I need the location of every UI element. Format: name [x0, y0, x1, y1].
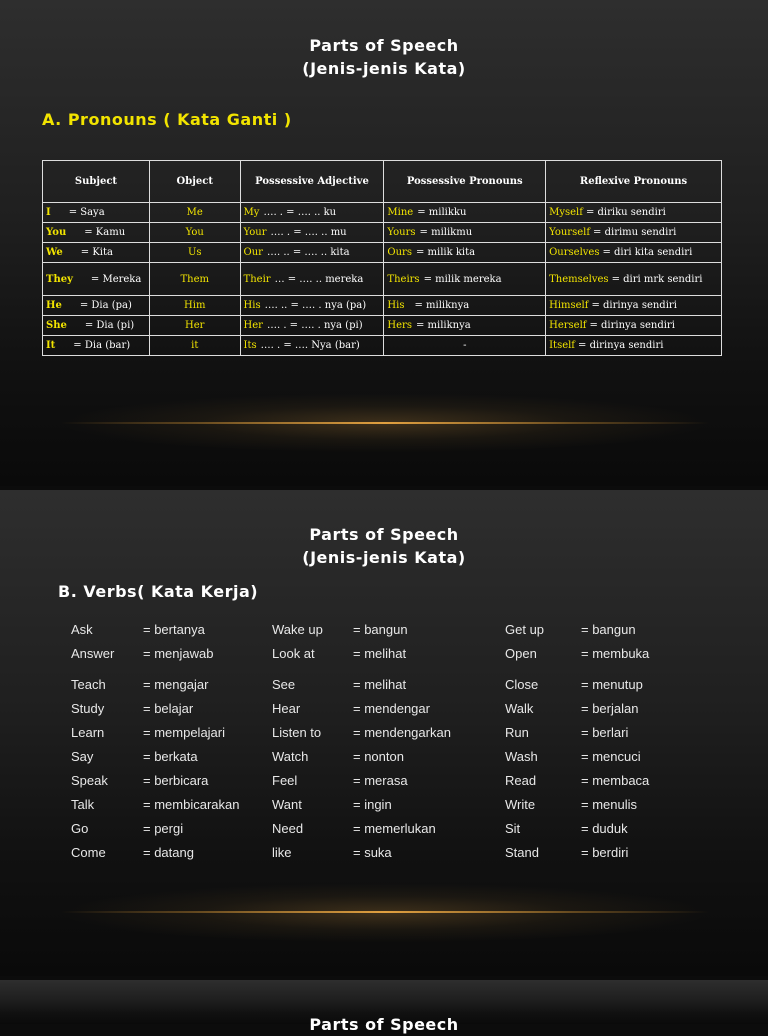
verb-indonesian: = berdiri	[581, 845, 629, 860]
pronouns-table	[42, 160, 722, 356]
verb-indonesian: = berlari	[581, 725, 629, 740]
possessive-adjective-translation: …. . = …. Nya (bar)	[260, 340, 360, 351]
possessive-adjective-cell	[240, 203, 384, 223]
verb-english: Look at	[272, 646, 315, 661]
reflexive-pronoun-cell	[546, 296, 722, 316]
verb-indonesian: = berkata	[143, 749, 198, 764]
title-line-1: Parts of Speech	[309, 525, 459, 544]
reflexive-pronoun-translation: = diri kita sendiri	[602, 247, 693, 258]
verb-indonesian: = bertanya	[143, 622, 205, 637]
subject-translation: = Dia (bar)	[73, 340, 131, 351]
object-cell	[149, 316, 240, 336]
subject-cell	[43, 223, 150, 243]
subject-word: You	[46, 227, 67, 238]
slide-title	[0, 34, 768, 80]
slide-pronouns	[0, 0, 768, 486]
possessive-adjective-translation: …. . = …. .. ku	[263, 207, 337, 218]
slide-title: Parts of Speech	[309, 1015, 459, 1034]
subject-word: He	[46, 300, 62, 311]
object-word: Them	[180, 273, 209, 285]
header-object: Object	[149, 161, 240, 203]
verb-english: Want	[272, 797, 302, 812]
object-cell	[149, 263, 240, 296]
verb-indonesian: = menutup	[581, 677, 643, 692]
decorative-glow	[60, 883, 710, 943]
verb-indonesian: = pergi	[143, 821, 184, 836]
subject-word: They	[46, 273, 73, 285]
table-row	[43, 263, 722, 296]
subject-translation: = Dia (pa)	[79, 300, 132, 311]
possessive-pronoun-translation: -	[463, 340, 467, 351]
possessive-pronoun-translation: = miliknya	[414, 300, 470, 311]
table-row	[43, 296, 722, 316]
verb-english: Open	[505, 646, 537, 661]
possessive-pronoun-translation: = miliknya	[415, 320, 471, 331]
reflexive-pronoun-translation: = diri mrk sendiri	[611, 273, 703, 285]
reflexive-pronoun-word: Ourselves	[549, 247, 600, 258]
possessive-adjective-cell	[240, 263, 384, 296]
header-possessive-pronouns: Possessive Pronouns	[384, 161, 546, 203]
verb-indonesian: = menjawab	[143, 646, 214, 661]
possessive-adjective-word: His	[243, 300, 261, 311]
possessive-pronoun-translation: = milik mereka	[423, 273, 502, 285]
object-word: You	[185, 227, 204, 238]
title-line-2: (Jenis-jenis Kata)	[302, 548, 466, 567]
possessive-pronoun-translation: = milikmu	[419, 227, 473, 238]
reflexive-pronoun-cell	[546, 223, 722, 243]
verb-english: Write	[505, 797, 536, 812]
table-row	[43, 243, 722, 263]
verb-english: Hear	[272, 701, 301, 716]
possessive-pronoun-translation: = milik kita	[415, 247, 476, 258]
reflexive-pronoun-translation: = dirinya sendiri	[589, 320, 675, 331]
possessive-pronoun-word: Ours	[387, 247, 412, 258]
object-cell	[149, 203, 240, 223]
header-subject: Subject	[43, 161, 150, 203]
object-cell	[149, 243, 240, 263]
verb-indonesian: = mencuci	[581, 749, 641, 764]
decorative-divider	[60, 422, 710, 424]
reflexive-pronoun-translation: = dirimu sendiri	[593, 227, 677, 238]
verb-indonesian: = mengajar	[143, 677, 209, 692]
object-word: Him	[184, 300, 206, 311]
verb-indonesian: = ingin	[353, 797, 392, 812]
verb-indonesian: = suka	[353, 845, 392, 860]
section-heading: B. Verbs( Kata Kerja)	[58, 582, 259, 601]
reflexive-pronoun-translation: = dirinya sendiri	[591, 300, 677, 311]
possessive-adjective-cell	[240, 336, 384, 356]
possessive-adjective-translation: …. .. = …. .. kita	[266, 247, 350, 258]
possessive-adjective-cell	[240, 296, 384, 316]
reflexive-pronoun-word: Himself	[549, 300, 589, 311]
section-heading: A. Pronouns ( Kata Ganti )	[42, 110, 292, 129]
possessive-pronoun-word: Mine	[387, 207, 414, 218]
verb-indonesian: = membuka	[581, 646, 650, 661]
object-word: it	[191, 340, 199, 351]
subject-translation: = Saya	[68, 207, 105, 218]
subject-translation: = Kamu	[84, 227, 126, 238]
subject-word: I	[46, 207, 51, 218]
verb-indonesian: = nonton	[353, 749, 404, 764]
verb-indonesian: = bangun	[581, 622, 636, 637]
possessive-adjective-word: Their	[243, 273, 271, 285]
reflexive-pronoun-word: Myself	[549, 207, 583, 218]
verb-english: Say	[71, 749, 94, 764]
object-cell	[149, 223, 240, 243]
possessive-adjective-translation: … = …. .. mereka	[274, 273, 364, 285]
reflexive-pronoun-word: Yourself	[549, 227, 591, 238]
verb-english: Stand	[505, 845, 539, 860]
verb-english: Answer	[71, 646, 115, 661]
possessive-adjective-word: Our	[243, 247, 263, 258]
verb-english: Close	[505, 677, 539, 692]
subject-cell	[43, 203, 150, 223]
object-word: Me	[186, 207, 203, 218]
reflexive-pronoun-cell	[546, 243, 722, 263]
possessive-pronoun-cell	[384, 316, 546, 336]
possessive-pronoun-cell	[384, 336, 546, 356]
subject-cell	[43, 336, 150, 356]
verb-indonesian: = belajar	[143, 701, 194, 716]
title-line-1: Parts of Speech	[309, 36, 459, 55]
verb-english: like	[272, 845, 292, 860]
possessive-pronoun-word: Theirs	[387, 273, 420, 285]
reflexive-pronoun-cell	[546, 263, 722, 296]
possessive-pronoun-word: Yours	[387, 227, 416, 238]
possessive-pronoun-cell	[384, 203, 546, 223]
possessive-pronoun-word: His	[387, 300, 405, 311]
verb-indonesian: = berbicara	[143, 773, 209, 788]
object-word: Her	[185, 320, 205, 331]
verb-english: Get up	[505, 622, 545, 637]
verb-indonesian: = bangun	[353, 622, 408, 637]
reflexive-pronoun-cell	[546, 203, 722, 223]
possessive-adjective-word: Its	[243, 340, 257, 351]
possessive-adjective-translation: …. . = …. . nya (pi)	[266, 320, 363, 331]
possessive-adjective-translation: …. .. = …. . nya (pa)	[264, 300, 367, 311]
slide-next	[0, 980, 768, 1034]
verb-english: Sit	[505, 821, 521, 836]
verb-english: Ask	[71, 622, 93, 637]
verb-english: Wash	[505, 749, 538, 764]
possessive-pronoun-cell	[384, 263, 546, 296]
subject-cell	[43, 296, 150, 316]
reflexive-pronoun-cell	[546, 336, 722, 356]
verb-english: Talk	[71, 797, 95, 812]
subject-translation: = Mereka	[90, 273, 142, 285]
possessive-adjective-cell	[240, 223, 384, 243]
subject-word: We	[46, 247, 63, 258]
object-cell	[149, 336, 240, 356]
verb-english: Walk	[505, 701, 534, 716]
subject-cell	[43, 263, 150, 296]
verb-english: Wake up	[272, 622, 323, 637]
subject-word: She	[46, 320, 67, 331]
verb-indonesian: = mempelajari	[143, 725, 226, 740]
verb-indonesian: = duduk	[581, 821, 628, 836]
verb-english: Read	[505, 773, 537, 788]
possessive-pronoun-cell	[384, 243, 546, 263]
verb-english: Listen to	[272, 725, 322, 740]
subject-translation: = Dia (pi)	[84, 320, 135, 331]
verb-english: See	[272, 677, 296, 692]
reflexive-pronoun-word: Themselves	[549, 273, 609, 285]
table-row	[43, 336, 722, 356]
subject-cell	[43, 316, 150, 336]
verb-english: Teach	[71, 677, 106, 692]
subject-translation: = Kita	[80, 247, 113, 258]
verb-indonesian: = merasa	[353, 773, 408, 788]
verb-indonesian: = mendengarkan	[353, 725, 451, 740]
reflexive-pronoun-translation: = diriku sendiri	[585, 207, 666, 218]
verb-english: Study	[71, 701, 105, 716]
possessive-pronoun-word: Hers	[387, 320, 412, 331]
object-word: Us	[187, 247, 202, 258]
possessive-adjective-cell	[240, 316, 384, 336]
object-cell	[149, 296, 240, 316]
verb-indonesian: = menulis	[581, 797, 637, 812]
verb-english: Learn	[71, 725, 105, 740]
reflexive-pronoun-translation: = dirinya sendiri	[578, 340, 664, 351]
possessive-adjective-word: My	[243, 207, 260, 218]
possessive-adjective-translation: …. . = …. .. mu	[270, 227, 347, 238]
possessive-adjective-cell	[240, 243, 384, 263]
verb-indonesian: = berjalan	[581, 701, 639, 716]
verb-english: Go	[71, 821, 89, 836]
subject-word: It	[46, 340, 56, 351]
verb-indonesian: = memerlukan	[353, 821, 436, 836]
possessive-adjective-word: Your	[243, 227, 267, 238]
verb-indonesian: = melihat	[353, 677, 407, 692]
verb-indonesian: = mendengar	[353, 701, 430, 716]
table-row	[43, 203, 722, 223]
verb-english: Need	[272, 821, 304, 836]
decorative-divider	[60, 911, 710, 913]
verb-english: Speak	[71, 773, 108, 788]
verb-english: Watch	[272, 749, 309, 764]
possessive-pronoun-cell	[384, 296, 546, 316]
possessive-pronoun-cell	[384, 223, 546, 243]
title-line-2: (Jenis-jenis Kata)	[302, 59, 466, 78]
verb-english: Come	[71, 845, 106, 860]
verb-indonesian: = membicarakan	[143, 797, 240, 812]
table-row	[43, 223, 722, 243]
possessive-adjective-word: Her	[243, 320, 263, 331]
slide-title	[0, 523, 768, 569]
verb-english: Run	[505, 725, 529, 740]
table-row	[43, 316, 722, 336]
header-reflexive-pronouns: Reflexive Pronouns	[546, 161, 722, 203]
slide-verbs	[0, 490, 768, 976]
reflexive-pronoun-cell	[546, 316, 722, 336]
header-possessive-adjective: Possessive Adjective	[240, 161, 384, 203]
reflexive-pronoun-word: Itself	[549, 340, 576, 351]
verb-english: Feel	[272, 773, 298, 788]
subject-cell	[43, 243, 150, 263]
verb-indonesian: = datang	[143, 845, 194, 860]
verb-indonesian: = melihat	[353, 646, 407, 661]
reflexive-pronoun-word: Herself	[549, 320, 587, 331]
verb-indonesian: = membaca	[581, 773, 650, 788]
possessive-pronoun-translation: = milikku	[417, 207, 467, 218]
